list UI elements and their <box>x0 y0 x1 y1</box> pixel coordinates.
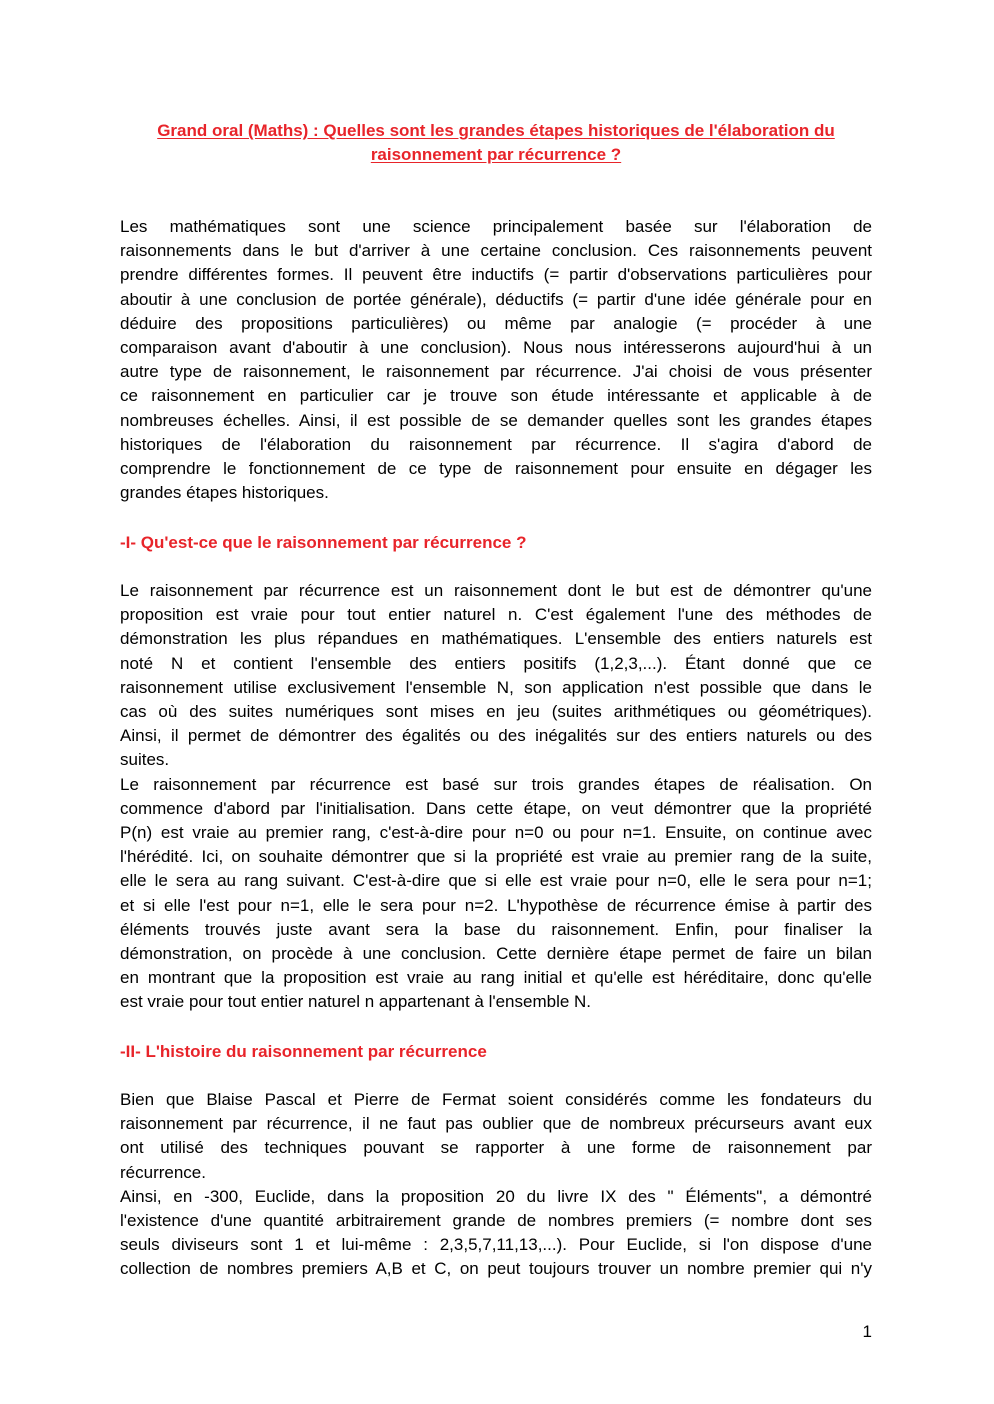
text-line: est vraie pour tout entier naturel n appartenant à l'ensemble N. <box>120 992 592 1012</box>
page-number: 1 <box>862 1322 872 1341</box>
text-line: historiques de l'élaboration du raisonnement par récurrence. Il s'agira d'abord de <box>120 434 872 454</box>
text-line: Ainsi, en -300, Euclide, dans la proposition 20 du livre IX des " Éléments", a démontré <box>120 1186 872 1206</box>
text-line: elle le sera au rang suivant. C'est-à-dire que si elle est vraie pour n=0, elle le sera pour n=1; <box>120 871 872 891</box>
text-line: Ainsi, il permet de démontrer des égalités ou des inégalités sur des entiers naturels ou des <box>120 726 872 746</box>
text-line: démonstration, on procède à une conclusion. Cette dernière étape permet de faire un bilan <box>120 943 872 963</box>
text-line: l'existence d'une quantité arbitrairement grande de nombres premiers (= nombre dont ses <box>120 1210 872 1230</box>
text-line: ce raisonnement en particulier car je trouve son étude intéressante et applicable à de <box>120 386 872 406</box>
title-line-2: raisonnement par récurrence ? <box>370 145 622 165</box>
text-line: éléments trouvés juste avant sera la base du raisonnement. Enfin, pour finaliser la <box>120 919 872 939</box>
text-line: et si elle l'est pour n=1, elle le sera pour n=2. L'hypothèse de récurrence émise à partir des <box>120 895 872 915</box>
text-line: Le raisonnement par récurrence est basé sur trois grandes étapes de réalisation. On <box>120 774 872 794</box>
text-line: autre type de raisonnement, le raisonnement par récurrence. J'ai choisi de vous présenter <box>120 362 872 382</box>
text-line: ont utilisé des techniques pouvant se rapporter à une forme de raisonnement par <box>120 1138 872 1158</box>
text-line: comparaison avant d'aboutir à une conclusion). Nous nous intéresserons aujourd'hui à un <box>120 337 872 357</box>
document-title <box>120 119 872 167</box>
section-1-paragraph-1 <box>120 579 872 773</box>
text-line: démonstration les plus répandues en mathématiques. L'ensemble des entiers naturels est <box>120 629 872 649</box>
text-line: seuls diviseurs sont 1 et lui-même : 2,3,5,7,11,13,...). Pour Euclide, si l'on dispose d'une <box>120 1235 872 1255</box>
text-line: grandes étapes historiques. <box>120 483 329 503</box>
text-line: raisonnements dans le but d'arriver à une certaine conclusion. Ces raisonnements peuvent <box>120 241 872 261</box>
section-1-paragraph-2 <box>120 773 872 1015</box>
text-line: nombreuses échelles. Ainsi, il est possible de se demander quelles sont les grandes étapes <box>120 410 872 430</box>
text-line: Bien que Blaise Pascal et Pierre de Fermat soient considérés comme les fondateurs du <box>120 1090 872 1109</box>
text-line: déduire des propositions particulières) ou même par analogie (= procéder à une <box>120 313 872 333</box>
text-line: comprendre le fonctionnement de ce type de raisonnement pour ensuite en dégager les <box>120 458 872 478</box>
text-line: récurrence. <box>120 1162 206 1182</box>
text-line: aboutir à une conclusion de portée générale), déductifs (= partir d'une idée générale pour en <box>120 289 872 309</box>
section-2-paragraph-1 <box>120 1088 872 1185</box>
text-line: raisonnement utilise exclusivement l'ensemble N, son application n'est possible que dans le <box>120 677 872 697</box>
text-line: raisonnement par récurrence, il ne faut pas oublier que de nombreux précurseurs avant eux <box>120 1114 872 1134</box>
text-line: Les mathématiques sont une science principalement basée sur l'élaboration de <box>120 217 872 236</box>
text-line: suites. <box>120 750 170 770</box>
text-line: P(n) est vraie au premier rang, c'est-à-dire pour n=0 ou pour n=1. Ensuite, on continue avec <box>120 822 872 842</box>
title-line-1: Grand oral (Maths) : Quelles sont les grandes étapes historiques de l'élaboration du <box>157 121 835 140</box>
text-line: l'hérédité. Ici, on souhaite démontrer que si la propriété est vraie au premier rang de la suite, <box>120 847 872 867</box>
section-2-heading: -II- L'histoire du raisonnement par récurrence <box>120 1042 487 1061</box>
text-line: Le raisonnement par récurrence est un raisonnement dont le but est de démontrer qu'une <box>120 581 872 600</box>
text-line: cas où des suites numériques sont mises en jeu (suites arithmétiques ou géométriques). <box>120 701 872 721</box>
section-2-paragraph-2 <box>120 1185 872 1282</box>
text-line: prendre différentes formes. Il peuvent être inductifs (= partir d'observations particulières pour <box>120 265 872 285</box>
text-line: proposition est vraie pour tout entier naturel n. C'est également l'une des méthodes de <box>120 605 872 625</box>
text-line: collection de nombres premiers A,B et C, on peut toujours trouver un nombre premier qui n'y <box>120 1259 872 1279</box>
text-line: en montrant que la proposition est vraie au rang initial et qu'elle est héréditaire, donc qu'elle <box>120 968 872 988</box>
text-line: commence d'abord par l'initialisation. Dans cette étape, on veut démontrer que la propriété <box>120 798 872 818</box>
section-1-heading: -I- Qu'est-ce que le raisonnement par récurrence ? <box>120 533 527 552</box>
text-line: noté N et contient l'ensemble des entiers positifs (1,2,3,...). Étant donné que ce <box>120 653 872 673</box>
intro-paragraph <box>120 215 872 505</box>
